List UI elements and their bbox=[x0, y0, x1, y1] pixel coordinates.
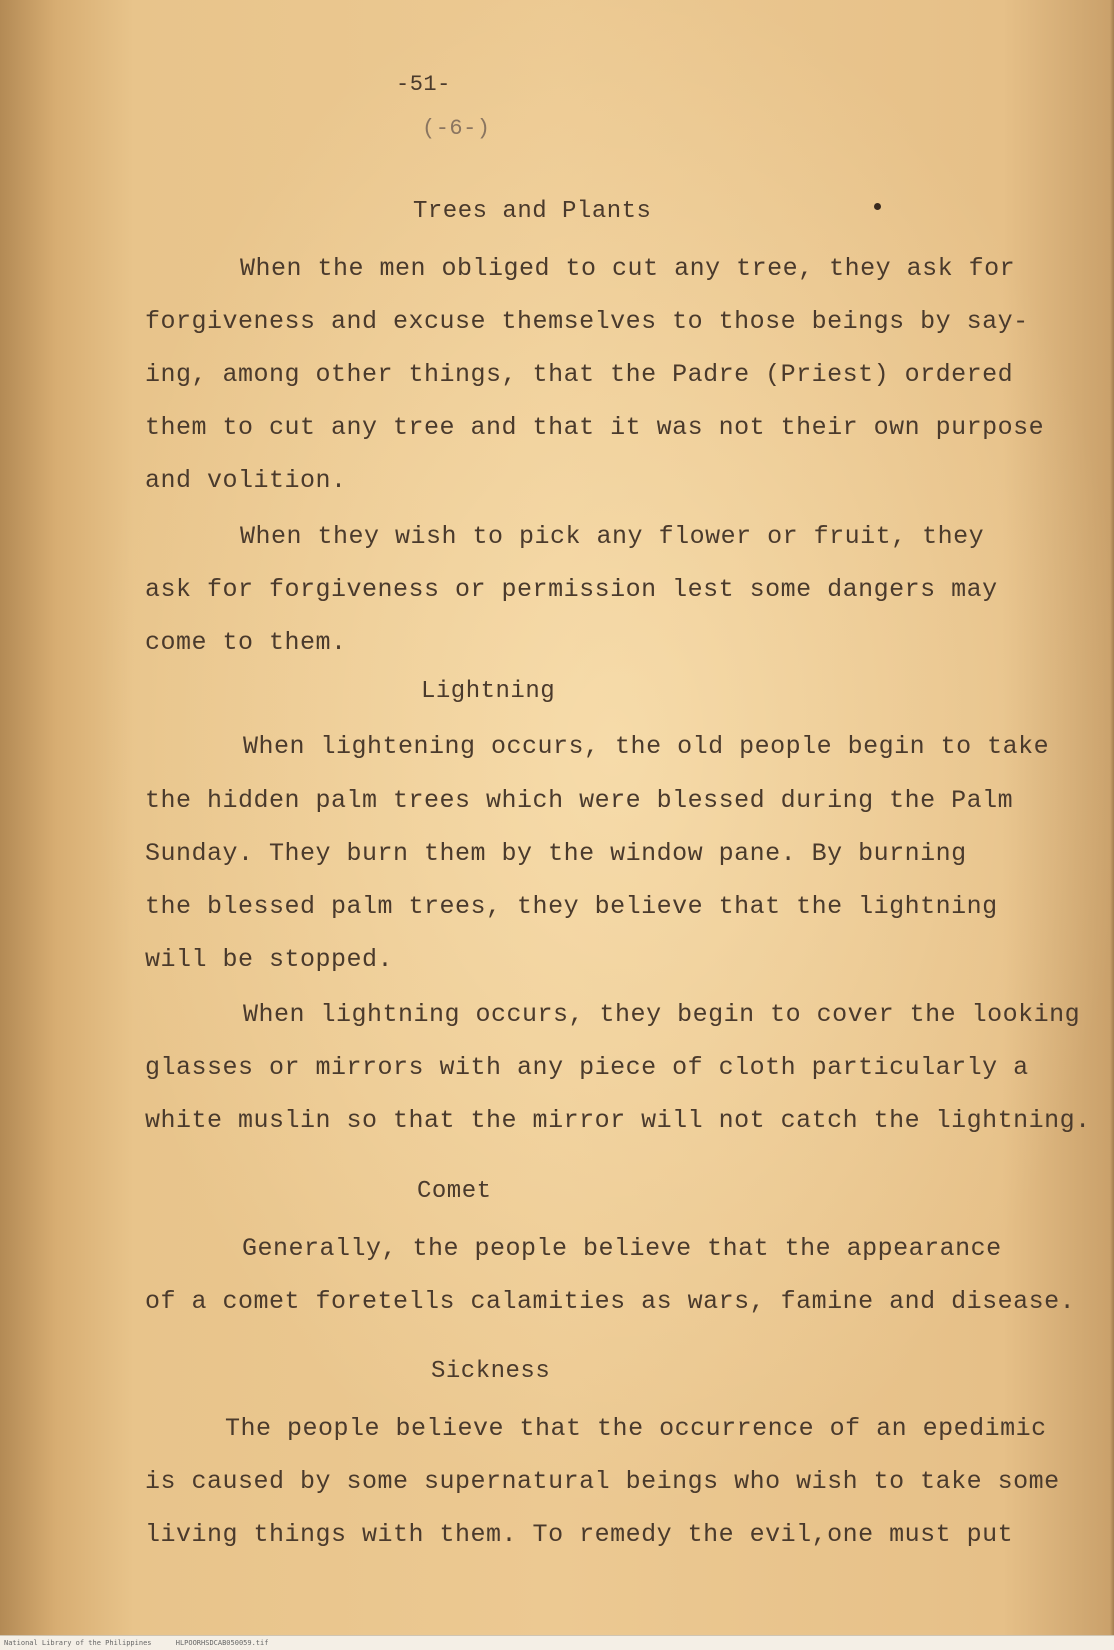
paragraph-line: the hidden palm trees which were blessed during the Palm bbox=[145, 786, 1014, 815]
paragraph-line: and volition. bbox=[145, 466, 347, 495]
paragraph-line: glasses or mirrors with any piece of cloth particularly a bbox=[145, 1053, 1029, 1082]
section-title-comet: Comet bbox=[417, 1178, 492, 1205]
paragraph-line: the blessed palm trees, they believe that the lightning bbox=[145, 892, 998, 921]
paragraph-line: Generally, the people believe that the appearance bbox=[242, 1234, 1002, 1263]
paragraph-line: When lightening occurs, the old people begin to take bbox=[243, 732, 1050, 761]
paragraph-line: When the men obliged to cut any tree, they ask for bbox=[240, 254, 1016, 283]
page-number: -51- bbox=[396, 72, 451, 97]
section-title-trees-and-plants: Trees and Plants bbox=[413, 198, 652, 225]
paragraph-line: When lightning occurs, they begin to cover the looking bbox=[243, 1000, 1081, 1029]
paragraph-line: ask for forgiveness or permission lest some dangers may bbox=[145, 575, 998, 604]
paragraph-line: come to them. bbox=[145, 628, 347, 657]
page-edge-shadow bbox=[1110, 0, 1114, 1636]
section-number: (-6-) bbox=[422, 116, 491, 141]
ink-dot bbox=[874, 203, 881, 210]
paragraph-line: living things with them. To remedy the evil,one must put bbox=[145, 1520, 1014, 1549]
scan-footer bbox=[0, 1635, 1114, 1650]
paragraph-line: Sunday. They burn them by the window pane. By burning bbox=[145, 839, 967, 868]
paragraph-line: When they wish to pick any flower or fruit, they bbox=[240, 522, 985, 551]
paragraph-line: ing, among other things, that the Padre (Priest) ordered bbox=[145, 360, 1014, 389]
paragraph-line: them to cut any tree and that it was not their own purpose bbox=[145, 413, 1045, 442]
paragraph-line: will be stopped. bbox=[145, 945, 394, 974]
section-title-sickness: Sickness bbox=[431, 1358, 551, 1385]
file-id: HLPOORHSDCAB050059.tif bbox=[175, 1639, 269, 1647]
paragraph-line: The people believe that the occurrence of an epedimic bbox=[225, 1414, 1047, 1443]
paragraph-line: white muslin so that the mirror will not catch the lightning. bbox=[145, 1106, 1091, 1135]
section-title-lightning: Lightning bbox=[421, 678, 556, 705]
paragraph-line: is caused by some supernatural beings who wish to take some bbox=[145, 1467, 1060, 1496]
paragraph-line: of a comet foretells calamities as wars, famine and disease. bbox=[145, 1287, 1076, 1316]
paragraph-line: forgiveness and excuse themselves to those beings by say- bbox=[145, 307, 1029, 336]
library-name: National Library of the Philippines bbox=[4, 1639, 152, 1647]
